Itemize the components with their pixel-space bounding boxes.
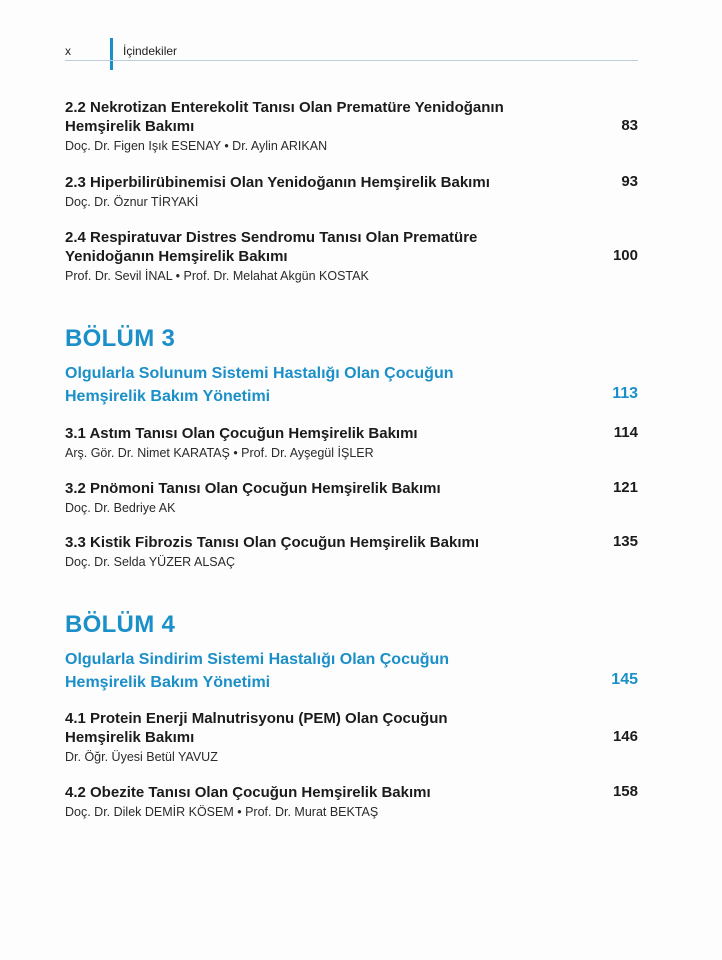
toc-entry-4-2[interactable]: [65, 783, 638, 821]
entry-authors: Doç. Dr. Bedriye AK: [65, 501, 176, 515]
toc-entry-2-4[interactable]: [65, 228, 638, 285]
entry-page-number: 100: [612, 247, 638, 264]
chapter-3-section[interactable]: [65, 362, 638, 408]
section-page-number: 113: [612, 385, 638, 402]
section-title: Olgularla Solunum Sistemi Hastalığı Olan Çocuğun Hemşirelik Bakım Yönetimi: [65, 365, 454, 405]
entry-page-number: 158: [612, 783, 638, 800]
entry-title: 2.3 Hiperbilirübinemisi Olan Yenidoğanın Hemşirelik Bakımı: [65, 174, 490, 191]
entry-authors: Dr. Öğr. Üyesi Betül YAVUZ: [65, 750, 218, 764]
toc-entry-3-2[interactable]: [65, 479, 638, 517]
entry-title: 3.2 Pnömoni Tanısı Olan Çocuğun Hemşirelik Bakımı: [65, 480, 441, 497]
entry-page-number: 83: [621, 117, 638, 134]
toc-entry-4-1[interactable]: [65, 709, 638, 766]
toc-entry-2-2[interactable]: [65, 98, 638, 155]
page-number: x: [65, 44, 71, 58]
entry-authors: Doç. Dr. Dilek DEMİR KÖSEM • Prof. Dr. Murat BEKTAŞ: [65, 805, 379, 819]
entry-authors: Arş. Gör. Dr. Nimet KARATAŞ • Prof. Dr. Ayşegül İŞLER: [65, 446, 374, 460]
entry-title: 3.3 Kistik Fibrozis Tanısı Olan Çocuğun Hemşirelik Bakımı: [65, 534, 480, 551]
entry-authors: Doç. Dr. Figen Işık ESENAY • Dr. Aylin ARIKAN: [65, 139, 328, 153]
toc-entry-2-3[interactable]: [65, 173, 638, 211]
header-divider: [65, 60, 638, 61]
toc-entry-3-1[interactable]: [65, 424, 638, 462]
entry-authors: Doç. Dr. Öznur TİRYAKİ: [65, 195, 199, 209]
entry-title: 4.1 Protein Enerji Malnutrisyonu (PEM) Olan Çocuğun Hemşirelik Bakımı: [65, 710, 448, 746]
chapter-4-heading: BÖLÜM 4: [65, 611, 176, 638]
section-title: Olgularla Sindirim Sistemi Hastalığı Olan Çocuğun Hemşirelik Bakım Yönetimi: [65, 651, 450, 691]
entry-page-number: 114: [613, 424, 638, 441]
entry-title: 4.2 Obezite Tanısı Olan Çocuğun Hemşirelik Bakımı: [65, 784, 431, 801]
entry-page-number: 93: [621, 173, 638, 190]
entry-page-number: 121: [612, 479, 638, 496]
chapter-4-section[interactable]: [65, 648, 638, 694]
entry-title: 2.2 Nekrotizan Enterekolit Tanısı Olan Prematüre Yenidoğanın Hemşirelik Bakımı: [65, 99, 504, 135]
page-header: [65, 38, 638, 70]
header-accent-bar: [110, 38, 113, 70]
entry-page-number: 135: [612, 533, 638, 550]
entry-page-number: 146: [612, 728, 638, 745]
toc-entry-3-3[interactable]: [65, 533, 638, 571]
running-title: İçindekiler: [123, 44, 178, 58]
entry-authors: Doç. Dr. Selda YÜZER ALSAÇ: [65, 555, 235, 569]
entry-title: 3.1 Astım Tanısı Olan Çocuğun Hemşirelik Bakımı: [65, 425, 418, 442]
chapter-3-heading: BÖLÜM 3: [65, 325, 176, 352]
entry-title: 2.4 Respiratuvar Distres Sendromu Tanısı Olan Prematüre Yenidoğanın Hemşirelik Bakımı: [65, 229, 478, 265]
section-page-number: 145: [611, 671, 638, 688]
entry-authors: Prof. Dr. Sevil İNAL • Prof. Dr. Melahat Akgün KOSTAK: [65, 269, 369, 283]
